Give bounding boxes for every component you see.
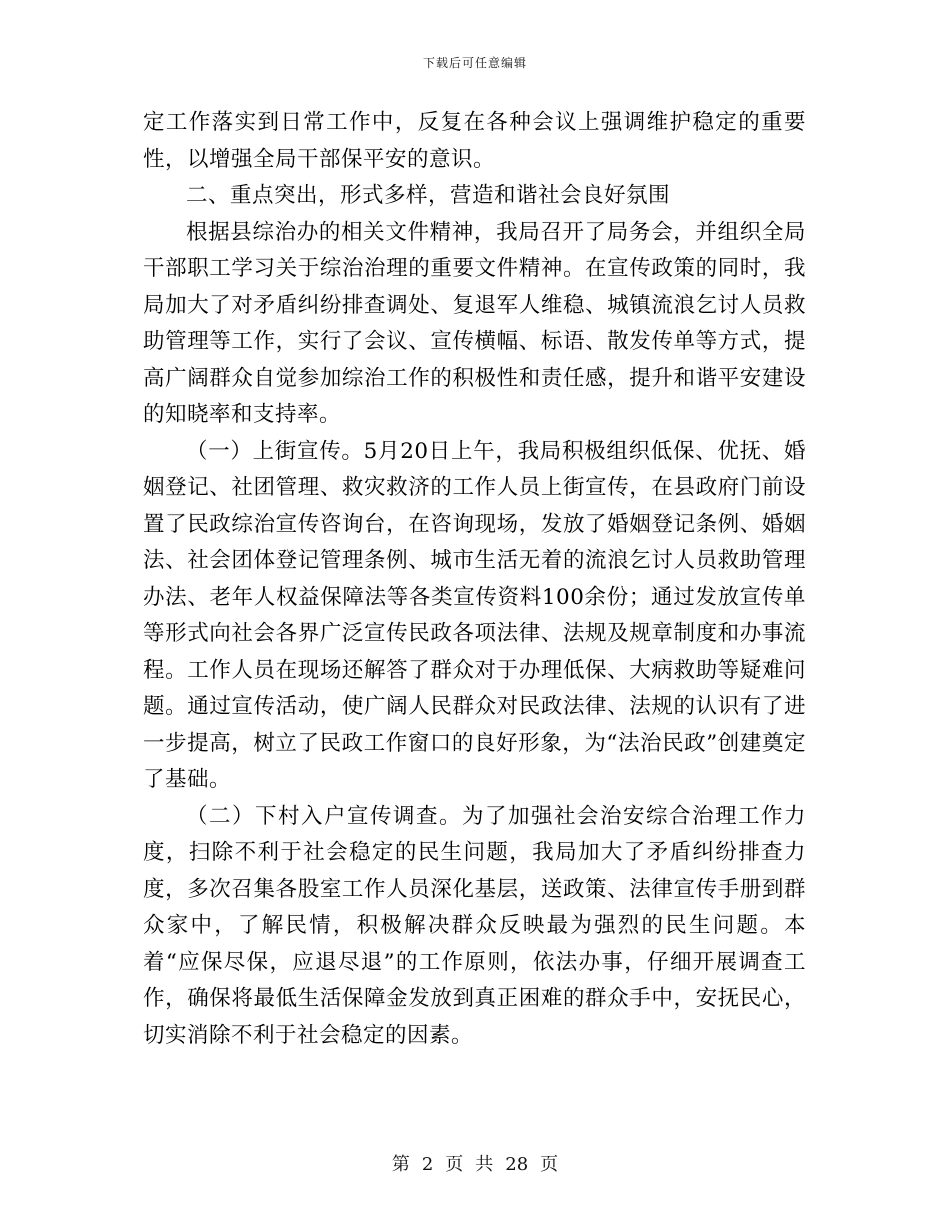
footer-page-mid: 页 xyxy=(445,1154,464,1175)
body-paragraph-5: （二）下村入户宣传调查。为了加强社会治安综合治理工作力度，扫除不利于社会稳定的民生问题，我局加大了矛盾纠纷排查力度，多次召集各股室工作人员深化基层，送政策、法律宣传手册到群众家中，了解民情，积极解决群众反映最为强烈的民生问题。本着“应保尽保，应退尽退”的工作原则，依法办事，仔细开展调查工作，确保将最低生活保障金发放到真正困难的群众手中，安抚民心，切实消除不利于社会稳定的因素。 xyxy=(143,803,806,1048)
footer-total-prefix: 共 xyxy=(475,1154,494,1175)
body-paragraph-4: （一）上街宣传。5月20日上午，我局积极组织低保、优抚、婚姻登记、社团管理、救灾救济的工作人员上街宣传，在县政府门前设置了民政综治宣传咨询台，在咨询现场，发放了婚姻登记条例、婚姻法、社会团体登记管理条例、城市生活无着的流浪乞讨人员救助管理办法、老年人权益保障法等各类宣传资料100余份；通过发放宣传单等形式向社会各界广泛宣传民政各项法律、法规及规章制度和办事流程。工作人员在现场还解答了群众对于办理低保、大病救助等疑难问题。通过宣传活动，使广阔人民群众对民政法律、法规的认识有了进一步提高，树立了民政工作窗口的良好形象，为“法治民政”创建奠定了基础。 xyxy=(143,438,806,792)
document-body xyxy=(143,105,806,1054)
footer-page-number: 2 xyxy=(421,1154,434,1175)
footer-total-pages: 28 xyxy=(505,1154,529,1175)
section-heading-2: 二、重点突出，形式多样，营造和谐社会良好氛围 xyxy=(186,183,671,208)
body-paragraph-3: 根据县综治办的相关文件精神，我局召开了局务会，并组织全局干部职工学习关于综治治理的重要文件精神。在宣传政策的同时，我局加大了对矛盾纠纷排查调处、复退军人维稳、城镇流浪乞讨人员救助管理等工作，实行了会议、宣传横幅、标语、散发传单等方式，提高广阔群众自觉参加综治工作的积极性和责任感，提升和谐平安建设的知晓率和支持率。 xyxy=(143,219,806,427)
body-paragraph-1: 定工作落实到日常工作中，反复在各种会议上强调维护稳定的重要性，以增强全局干部保平安的意识。 xyxy=(143,110,806,172)
page-footer xyxy=(0,1150,950,1176)
footer-page-prefix: 第 xyxy=(391,1154,410,1175)
footer-page-suffix: 页 xyxy=(540,1154,559,1175)
page-header-note: 下载后可任意编辑 xyxy=(422,56,527,70)
